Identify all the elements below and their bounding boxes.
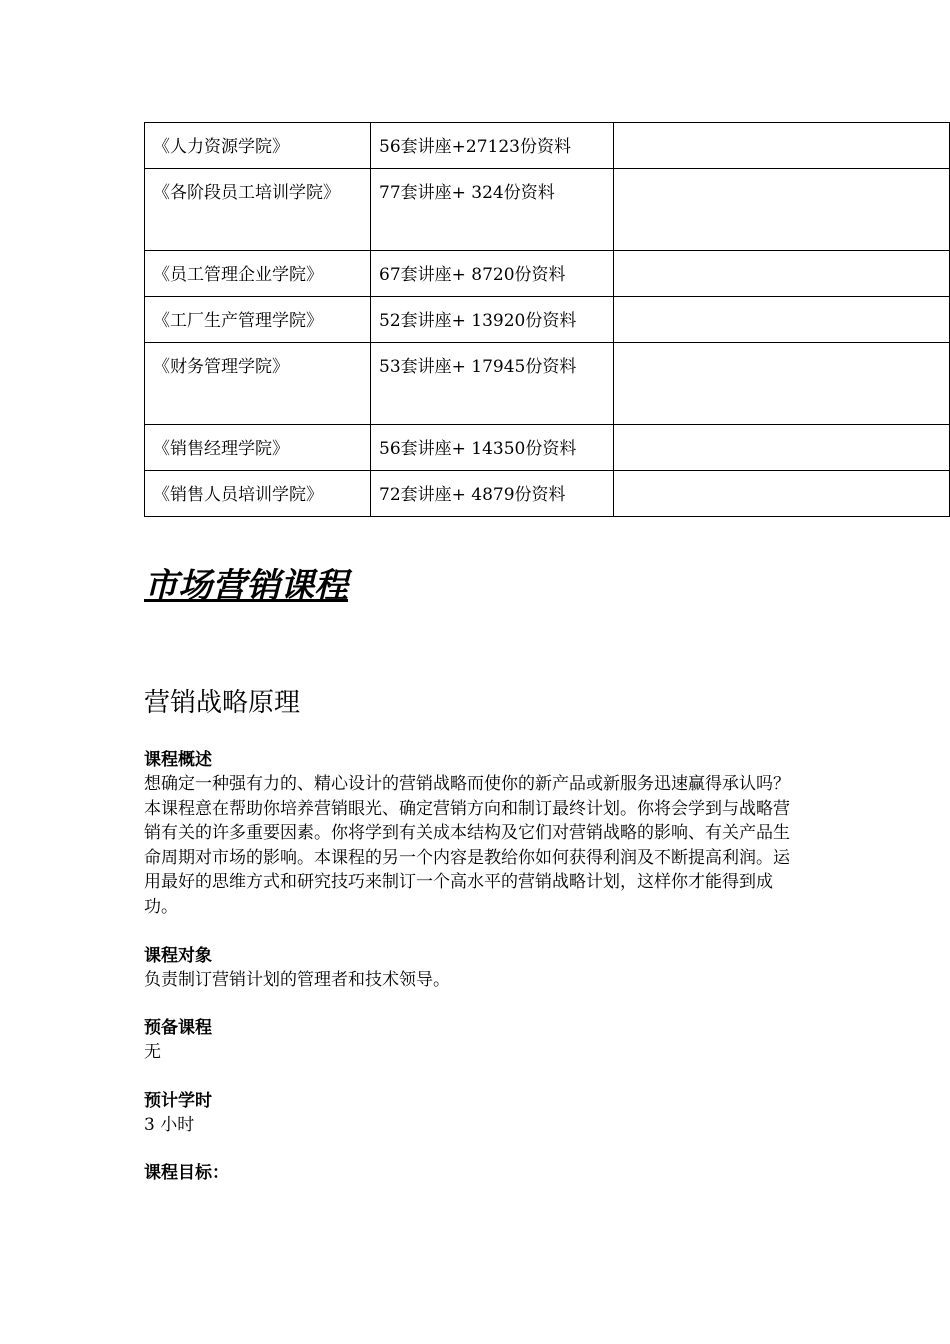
table-row xyxy=(145,425,950,471)
hours-label: 预计学时 xyxy=(144,1091,212,1111)
college-content-cell: 53套讲座+ 17945份资料 xyxy=(371,343,614,425)
college-content-cell: 67套讲座+ 8720份资料 xyxy=(371,251,614,297)
table-row xyxy=(145,169,950,251)
college-content-cell: 77套讲座+ 324份资料 xyxy=(371,169,614,251)
overview-text: 想确定一种强有力的、精心设计的营销战略而使你的新产品或新服务迅速赢得承认吗？本课程意在帮助你培养营销眼光、确定营销方向和制订最终计划。你将会学到与战略营销有关的许多重要因素。你将学到有关成本结构及它们对营销战略的影响、有关产品生命周期对市场的影响。本课程的另一个内容是教给你如何获得利润及不断提高利润。运用最好的思维方式和研究技巧来制订一个高水平的营销战略计划，这样你才能得到成功。 xyxy=(144,774,790,917)
audience-label: 课程对象 xyxy=(144,946,212,966)
goals-label: 课程目标： xyxy=(144,1163,229,1183)
prereq-section xyxy=(144,1016,804,1065)
table-row xyxy=(145,123,950,169)
college-note-cell xyxy=(614,297,950,343)
course-title: 营销战略原理 xyxy=(144,688,301,718)
college-content-cell: 72套讲座+ 4879份资料 xyxy=(371,471,614,517)
overview-section xyxy=(144,748,804,919)
college-name-cell: 《财务管理学院》 xyxy=(145,343,371,425)
college-name-cell: 《人力资源学院》 xyxy=(145,123,371,169)
college-note-cell xyxy=(614,471,950,517)
college-content-cell: 52套讲座+ 13920份资料 xyxy=(371,297,614,343)
audience-section xyxy=(144,944,804,993)
table-row xyxy=(145,471,950,517)
hours-section xyxy=(144,1089,804,1138)
college-name-cell: 《工厂生产管理学院》 xyxy=(145,297,371,343)
table-row xyxy=(145,251,950,297)
catalog-table xyxy=(144,122,950,517)
college-name-cell: 《各阶段员工培训学院》 xyxy=(145,169,371,251)
college-note-cell xyxy=(614,123,950,169)
college-note-cell xyxy=(614,169,950,251)
audience-text: 负责制订营销计划的管理者和技术领导。 xyxy=(144,970,450,990)
college-content-cell: 56套讲座+ 14350份资料 xyxy=(371,425,614,471)
overview-label: 课程概述 xyxy=(144,750,212,770)
prereq-text: 无 xyxy=(144,1042,161,1062)
hours-text: 3 小时 xyxy=(144,1115,195,1135)
college-note-cell xyxy=(614,343,950,425)
college-note-cell xyxy=(614,425,950,471)
table-row xyxy=(145,297,950,343)
table-row xyxy=(145,343,950,425)
college-name-cell: 《销售经理学院》 xyxy=(145,425,371,471)
college-note-cell xyxy=(614,251,950,297)
prereq-label: 预备课程 xyxy=(144,1018,212,1038)
college-name-cell: 《员工管理企业学院》 xyxy=(145,251,371,297)
goals-section xyxy=(144,1161,804,1185)
college-name-cell: 《销售人员培训学院》 xyxy=(145,471,371,517)
section-title: 市场营销课程 xyxy=(144,566,348,606)
college-content-cell: 56套讲座+27123份资料 xyxy=(371,123,614,169)
